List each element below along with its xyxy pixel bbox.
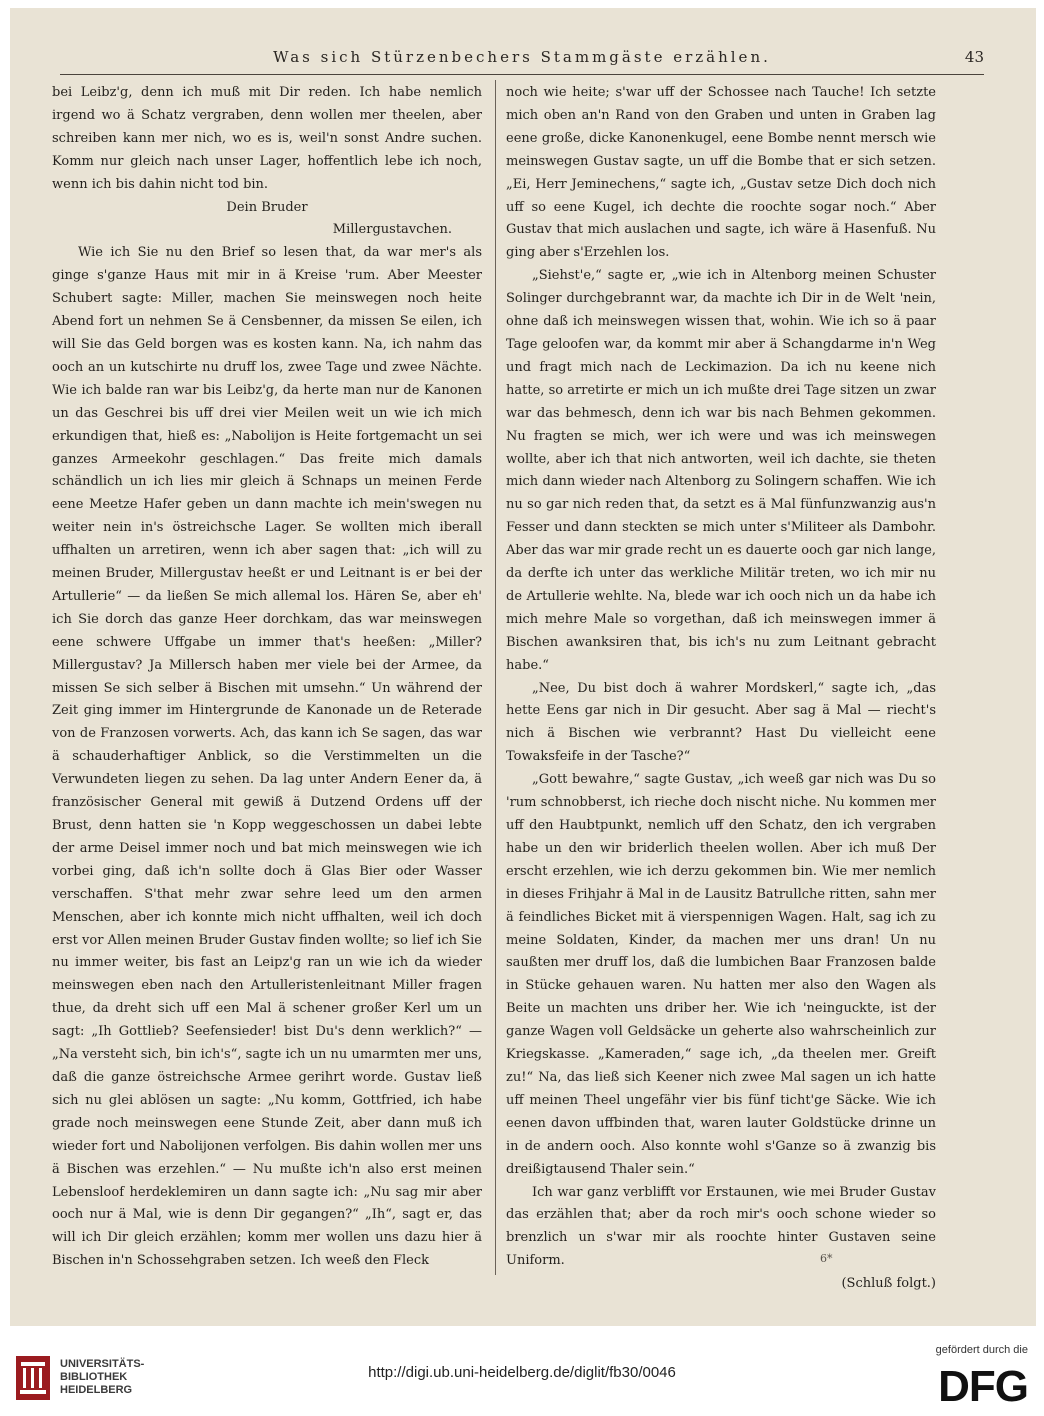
digitization-footer [0, 1336, 1044, 1416]
running-title: Was sich Stürzenbechers Stammgäste erzählen. [273, 48, 771, 66]
permalink-url[interactable]: http://digi.ub.uni-heidelberg.de/diglit/fb30/0046 [368, 1364, 676, 1381]
library-name: UNIVERSITÄTS- BIBLIOTHEK HEIDELBERG [60, 1358, 145, 1396]
letter-signature: Millergustavchen. [332, 222, 452, 238]
left-column [52, 82, 482, 1282]
body-paragraph: „Gott bewahre,“ sagte Gustav, „ich weeß gar nich was Du so 'rum schnobberst, ich rieche doch nischt niche. Nu kommen mer uff den Haubtpunkt, nemlich uff den Schatz, den ich vergraben habe un den wir briderlich theelen wollen. Aber ich muß Der erscht erzehlen, wie ich derzu gekommen bin. Wie mer nemlich in dieses Frihjahr ä Mal in de Lausitz Batrullche ritten, sahn mer ä feindliches Bicket mit ä vierspennigen Wagen. Halt, sag ich zu meine Soldaten, Kinder, da machen mer uns dran! Un nu saußten mer druff los, daß die lumbichen Baar Franzosen balde in Stücke gehauen waren. Nu hatten mer also den Wagen als Beite un machten uns driber her. Wie ich 'neinguckte, ist der ganze Wagen voll Geldsäcke un geherte also wahrscheinlich zur Kriegskasse. „Kameraden,“ sage ich, „da theelen mer. Greift zu!“ Na, das ließ sich Keener nich zwee Mal sagen un ich hatte uff meinen Theel ungefähr vier bis fünf ticht'ge Säcke. Wie ich eenen davon uffbinden that, waren lauter Goldstücke drinne un in de andern ooch. Also konnte wohl s'Ganze so ä zwanzig bis dreißigtausend Thaler sein.“ [506, 772, 936, 1177]
body-paragraph: Ich war ganz verblifft vor Erstaunen, wie mei Bruder Gustav das erzählen that; aber da roch mir's ooch schone wieder so brenzlich un s'war mir als roochte hinter Gustaven seine Uniform. [506, 1184, 936, 1269]
body-paragraph: noch wie heite; s'war uff der Schossee nach Tauche! Ich setzte mich oben an'n Rand von den Graben und unten in Graben lag eene große, dicke Kanonenkugel, eene Bombe nennt mersch wie meinswegen Gustav sagte, un uff die Bombe that er sich setzen. „Ei, Herr Jeminechens,“ sagte ich, „Gustav setze Dich doch nich uff so eene Kugel, ich dechte die roochte sogar noch.“ Aber Gustav that mich auslachen und sagte, ich wäre ä Hasenfuß. Nu ging aber s'Erzehlen los. [506, 85, 936, 261]
right-column [506, 82, 936, 1292]
header-rule [60, 74, 984, 75]
letter-paragraph: bei Leibz'g, denn ich muß mit Dir reden. Ich habe nemlich irgend wo ä Schatz vergraben, denn wollen mer theelen, aber schreiben kann mer nich, wo es is, weil'n sonst Andre suchen. Komm nur gleich nach unser Lager, hoffentlich lebe ich noch, wenn ich bis dahin nicht tod bin. [52, 85, 482, 192]
body-paragraph: „Nee, Du bist doch ä wahrer Mordskerl,“ sagte ich, „das hette Eens gar nich in Dir gesucht. Aber sag ä Mal — riecht's nich ä Bischen wie verbrannt? Hast Du vielleicht eene Towaksfeife in der Tasche?“ [506, 680, 936, 765]
letter-closing: Dein Bruder [226, 199, 308, 215]
to-be-continued-note: (Schluß folgt.) [841, 1276, 936, 1292]
running-header [60, 48, 984, 70]
sheet-signature: 6* [820, 1252, 833, 1265]
body-paragraph: Wie ich Sie nu den Brief so lesen that, da war mer's als ginge s'ganze Haus mit mir in ä Kreise 'rum. Aber Meester Schubert sagte: Miller, machen Sie meinswegen noch heite Abend fort un nehmen Se ä Censbenner, da missen Se eilen, ich will Sie das Geld borgen was es kosten kann. Na, ich nahm das ooch an un kutschirte nu druff los, zwee Tage und zwee Nächte. Wie ich balde ran war bis Leibz'g, da herte man nur de Kanonen un das Geschrei bis uff drei vier Meilen weit un wie ich mich erkundigen that, hieß es: „Nabolijon is Heite fortgemacht un sei ganzes Armeekohr geschlagen.“ Das freite mich damals schändlich un ich lies mir gleich ä Schnaps un meinen Ferde eene Meetze Hafer geben un dann machte ich mein'swegen nu weiter nein in's östreichsche Lager. Se wollten mich iberall uffhalten un arretiren, wenn ich aber sagen that: „ich will zu meinen Bruder, Millergustav heeßt er und Leitnant is er bei der Artullerie“ — da ließen Se mich allemal los. Hären Se, aber eh' ich Sie dorch das ganze Heer dorchkam, das war meinswegen eene schwere Uffgabe un immer that's heeßen: „Miller? Millergustav? Ja Millersch haben mer viele bei der Armee, da missen Se sich selber ä Bischen mit umsehn.“ Un während der Zeit ging immer im Hintergrunde de Kanonade un de Reterade von de Franzosen vorwerts. Ach, das kann ich Se sagen, das war ä schauderhaftiger Anblick, so die Verstimmelten un die Verwundeten liegen zu sehen. Da lag unter Andern Eener da, ä französischer General mit gewiß ä Dutzend Ordens uff der Brust, denn hatten sie 'n Kopp weggeschossen un dabei lebte der arme Deisel immer noch und bat mich meinswegen wie ich vorbei ging, daß ich'n sollte doch ä Glas Bier oder Wasser verschaffen. S'that mehr zwar sehre leed um den armen Menschen, aber ich konnte mich nicht uffhalten, weil ich doch erst vor Allen meinen Bruder Gustav finden wollte; so lief ich Sie nu immer weiter, bis fast an Leipz'g ran un wie ich da wieder meinswegen eben nach den Artulleristenleitnant Miller fragen thue, da dreht sich uff een Mal ä schener großer Kerl um un sagt: „Ih Gottlieb? Seefensieder! bist Du's denn werklich?“ — „Na versteht sich, bin ich's“, sagte ich un nu umarmten mer uns, daß die ganze östreichsche Armee gerihrt worde. Gustav ließ sich nu glei ablösen un sagte: „Nu komm, Gottfried, ich habe grade noch meinswegen eene Stunde Zeit, aber dann muß ich wieder fort und Nabolijonen verfolgen. Bis dahin wollen mer uns ä Bischen was erzehlen.“ — Nu mußte ich'n also erst meinen Lebensloof herdeklemiren un dann sagte ich: „Nu sag mir aber ooch nur ä Mal, wie is denn Dir gegangen?“ „Ih“, sagt er, das will ich Dir gleich erzählen; komm mer wollen uns dazu hier ä Bischen in'n Schossehgraben setzen. Ich weeß den Fleck [52, 245, 482, 1269]
body-paragraph: „Siehst'e,“ sagte er, „wie ich in Altenborg meinen Schuster Solinger durchgebrannt war, da machte ich Dir in de Welt 'nein, ohne daß ich meinswegen wissen that, wohin. Wie ich so ä paar Tage geloofen war, da kommt mir aber ä Schangdarme in'n Weg und fragt mich nach de Leckimazion. Da ich nu keene nich hatte, so arretirte er mich un ich mußte drei Tage sitzen un zwar war das behmesch, denn ich war bis nach Behmen gekommen. Nu fragten se mich, wer ich were und was ich meinswegen wollte, aber ich that nich antworten, weil ich dachte, sie theten mich dann wieder nach Altenborg zu Solingern schaffen. Wie ich nu so gar nich reden that, da setzt es ä Mal fünfunzwanzig aus'n Fesser und dann steckten se mich unter s'Militeer als Dambohr. Aber das war mir grade recht un es dauerte ooch gar nich lange, da derfte ich unter das werkliche Militär treten, wo ich mir nu de Artullerie wehlte. Na, blede war ich ooch nich un da habe ich mich mehre Male so vorgethan, daß ich meinswegen immer ä Bischen awanksiren that, bis ich's nu zum Leitnant gebracht habe.“ [506, 268, 936, 673]
page-number: 43 [964, 48, 984, 66]
dfg-logo: DFG [938, 1362, 1028, 1411]
column-divider [495, 80, 496, 1275]
sponsor-caption: gefördert durch die [935, 1344, 1028, 1356]
